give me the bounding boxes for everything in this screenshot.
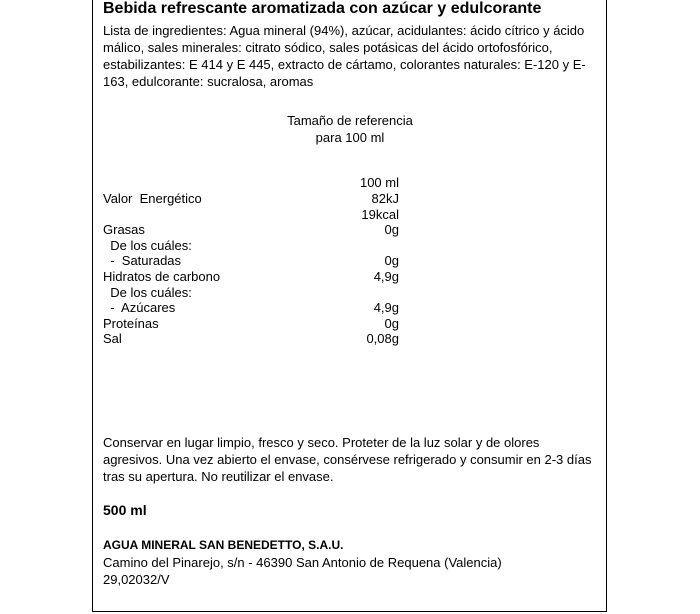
nutrition-label: Valor Energético bbox=[103, 191, 202, 206]
reference-size-line2: para 100 ml bbox=[315, 130, 385, 145]
registry-number: 29,02032/V bbox=[103, 572, 170, 587]
nutrition-label: Hidratos de carbono bbox=[103, 269, 221, 284]
nutrition-value: 4,9g bbox=[373, 269, 399, 284]
nutrition-label: Sal bbox=[103, 331, 122, 346]
nutrition-label: - Azúcares bbox=[103, 300, 176, 315]
nutrition-value: 4,9g bbox=[373, 300, 399, 315]
nutrition-value: 0g bbox=[384, 222, 399, 237]
nutrition-value: 0g bbox=[384, 316, 399, 331]
nutrition-label: - Saturadas bbox=[103, 253, 182, 268]
nutrition-label: Proteínas bbox=[103, 316, 159, 331]
reference-size-line1: Tamaño de referencia bbox=[287, 113, 413, 128]
company-name: AGUA MINERAL SAN BENEDETTO, S.A.U. bbox=[103, 538, 344, 552]
ingredients-text: Lista de ingredientes: Agua mineral (94%), azúcar, acidulantes: ácido cítrico y ácido málico, sales minerales: citrato sódico, sales potásicas del ácido ortofosfórico, estabilizantes: E 414 y E 445, extracto de cártamo, colorantes naturales: E-120 y E-163, edulcorante: sucralosa, aromas bbox=[103, 23, 586, 89]
nutrition-value: 19kcal bbox=[361, 207, 399, 222]
storage-instructions: Conservar en lugar limpio, fresco y seco. Proteter de la luz solar y de olores agresivos. Una vez abierto el envase, consérvese refrigerado y consumir en 2-3 días tras su apertura. No reutilizar el envase. bbox=[103, 435, 592, 484]
nutrition-column-header: 100 ml bbox=[359, 175, 399, 190]
nutrition-label: Grasas bbox=[103, 222, 145, 237]
net-volume: 500 ml bbox=[103, 502, 147, 518]
company-address: Camino del Pinarejo, s/n - 46390 San Antonio de Requena (Valencia) bbox=[103, 555, 502, 570]
nutrition-label: De los cuáles: bbox=[103, 238, 192, 253]
product-title: Bebida refrescante aromatizada con azúcar y edulcorante bbox=[103, 0, 542, 17]
nutrition-value: 82kJ bbox=[371, 191, 399, 206]
nutrition-value: 0,08g bbox=[366, 331, 399, 346]
nutrition-value: 0g bbox=[384, 253, 399, 268]
nutrition-label: De los cuáles: bbox=[103, 285, 192, 300]
